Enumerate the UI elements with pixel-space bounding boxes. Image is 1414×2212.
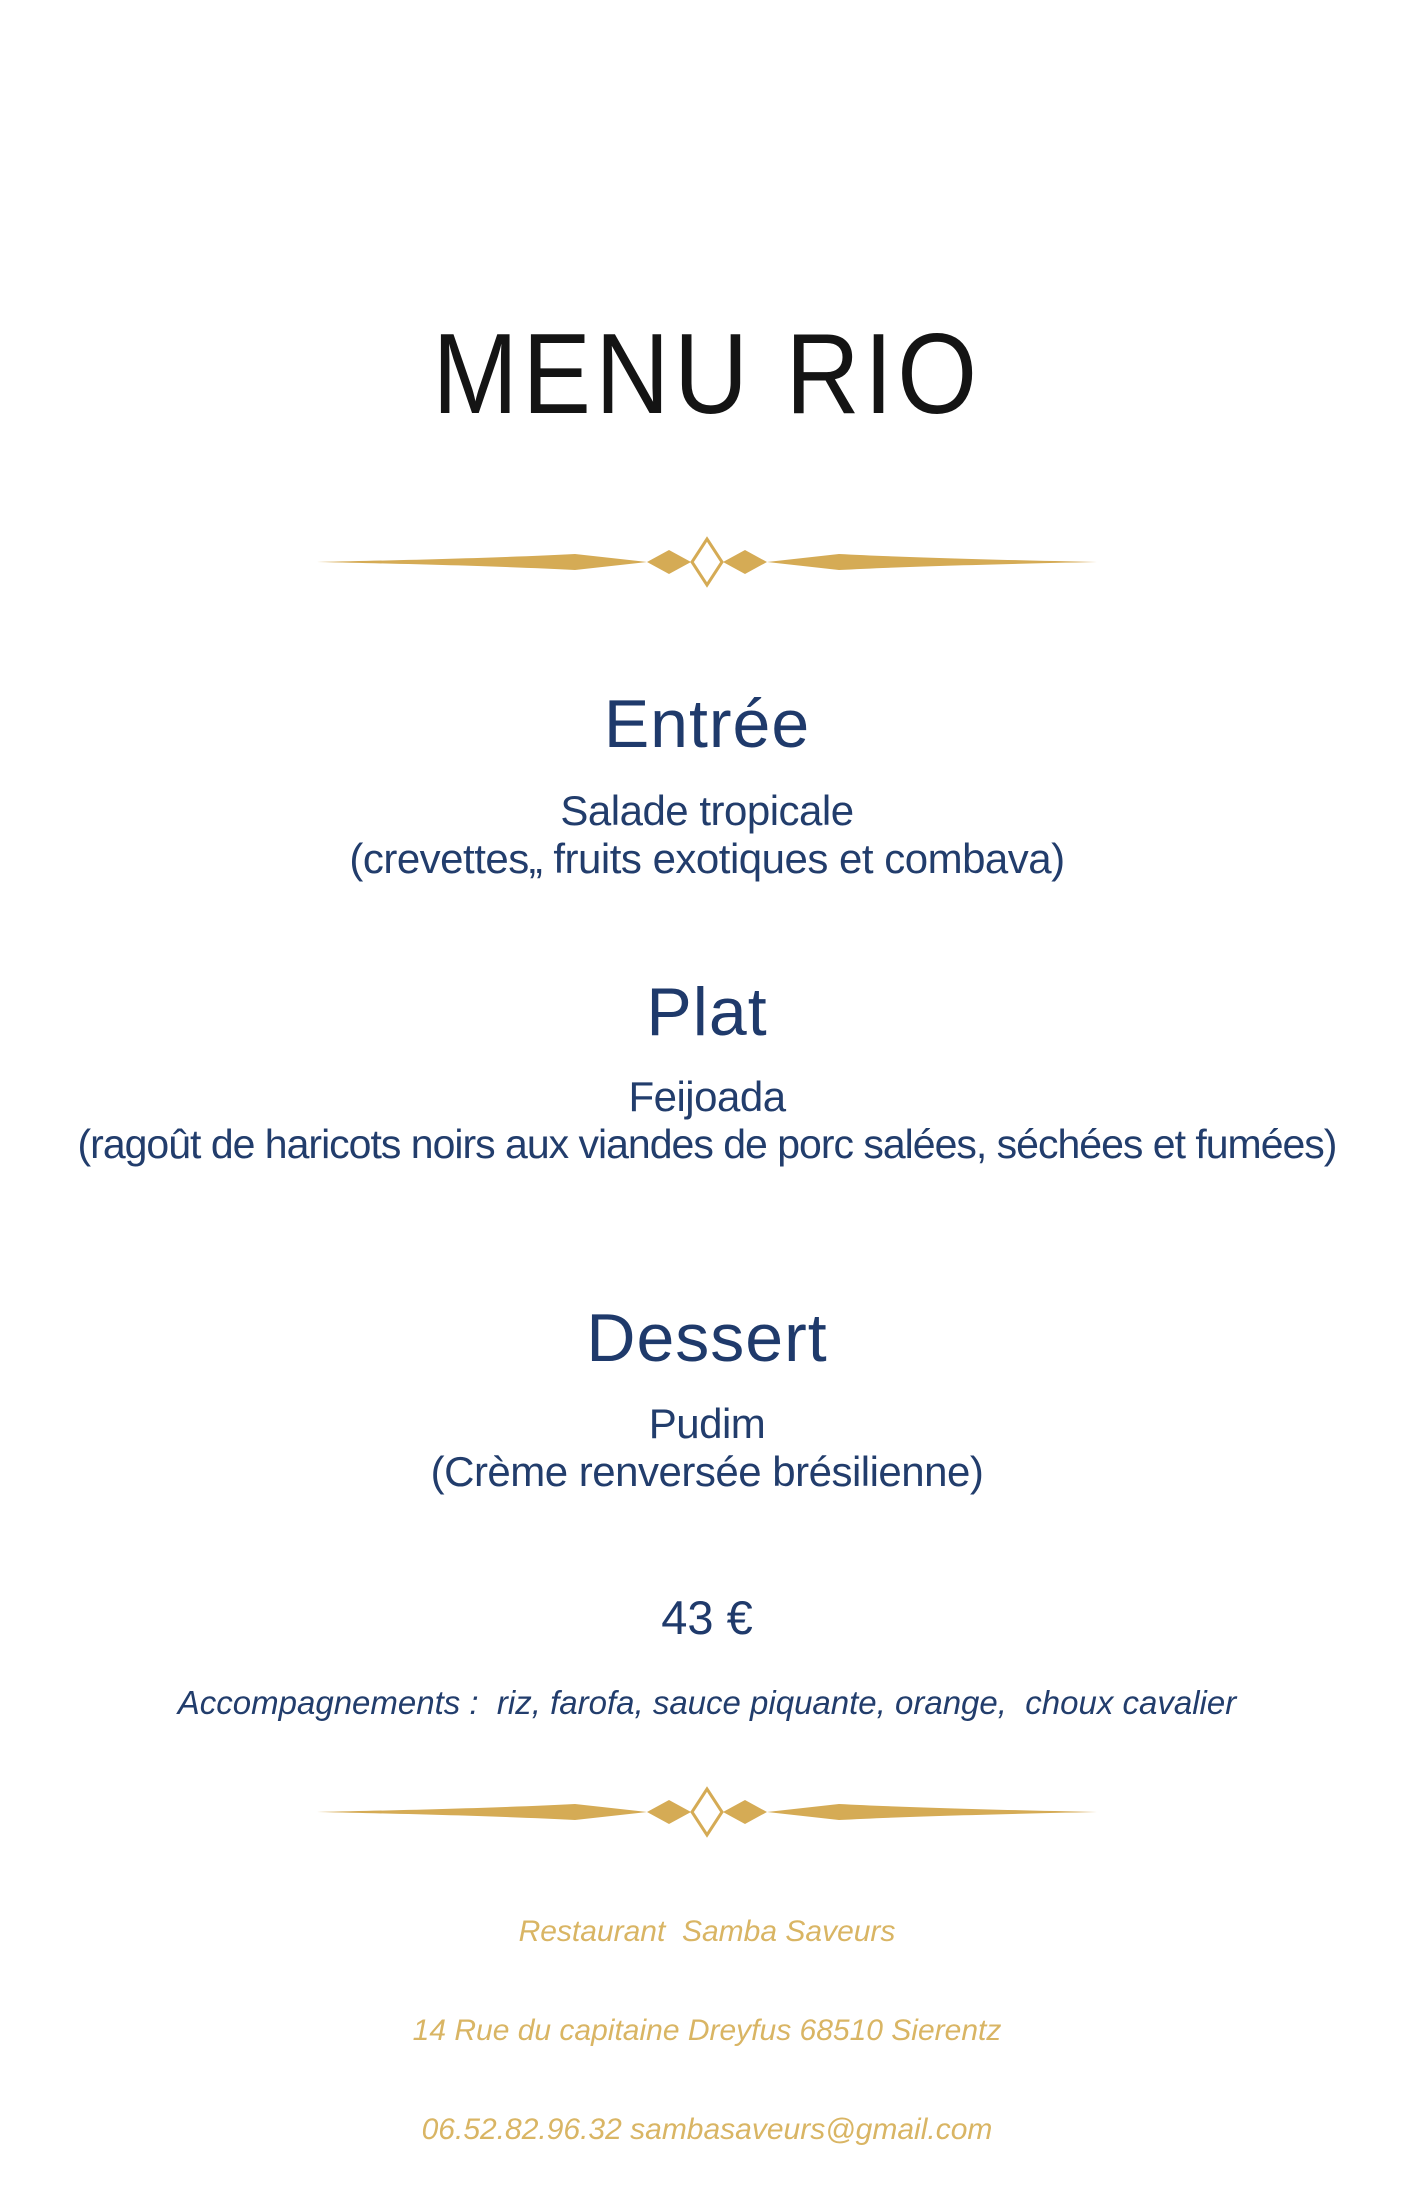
diamond-solid-icon: [647, 1800, 691, 1824]
section-heading-plat: Plat: [646, 974, 768, 1050]
section-heading-dessert: Dessert: [586, 1300, 828, 1376]
spear-right-icon: [767, 1804, 1097, 1820]
accompaniments-line: Accompagnements : riz, farofa, sauce piquante, orange, choux cavalier: [177, 1684, 1237, 1721]
dish-name-plat: Feijoada: [628, 1073, 786, 1120]
restaurant-address: 14 Rue du capitaine Dreyfus 68510 Sierentz: [412, 2014, 1002, 2047]
dish-description-entree: (crevettes„ fruits exotiques et combava): [349, 835, 1065, 882]
dish-description-dessert: (Crème renversée brésilienne): [430, 1448, 984, 1495]
dish-name-entree: Salade tropicale: [560, 787, 854, 834]
diamond-outline-icon: [692, 1789, 722, 1835]
divider-ornament-icon: [317, 1786, 1097, 1838]
spear-left-icon: [317, 1804, 647, 1820]
restaurant-name: Restaurant Samba Saveurs: [518, 1915, 896, 1948]
ornamental-divider-top: [0, 536, 1414, 588]
dish-name-dessert: Pudim: [648, 1400, 766, 1447]
menu-price: 43 €: [661, 1591, 753, 1644]
diamond-solid-icon: [723, 1800, 767, 1824]
diamond-outline-icon: [692, 539, 722, 585]
restaurant-footer: [0, 1849, 1414, 2212]
spear-left-icon: [317, 554, 647, 570]
page-title-text: MENU RIO: [432, 311, 982, 438]
restaurant-contact: 06.52.82.96.32 sambasaveurs@gmail.com: [421, 2113, 993, 2146]
spear-right-icon: [767, 554, 1097, 570]
diamond-solid-icon: [723, 550, 767, 574]
diamond-solid-icon: [647, 550, 691, 574]
page-title: [0, 311, 1414, 438]
divider-ornament-icon: [317, 536, 1097, 588]
section-heading-entree: Entrée: [603, 686, 811, 762]
dish-description-plat: (ragoût de haricots noirs aux viandes de porc salées, séchées et fumées): [77, 1121, 1337, 1167]
ornamental-divider-bottom: [0, 1786, 1414, 1838]
